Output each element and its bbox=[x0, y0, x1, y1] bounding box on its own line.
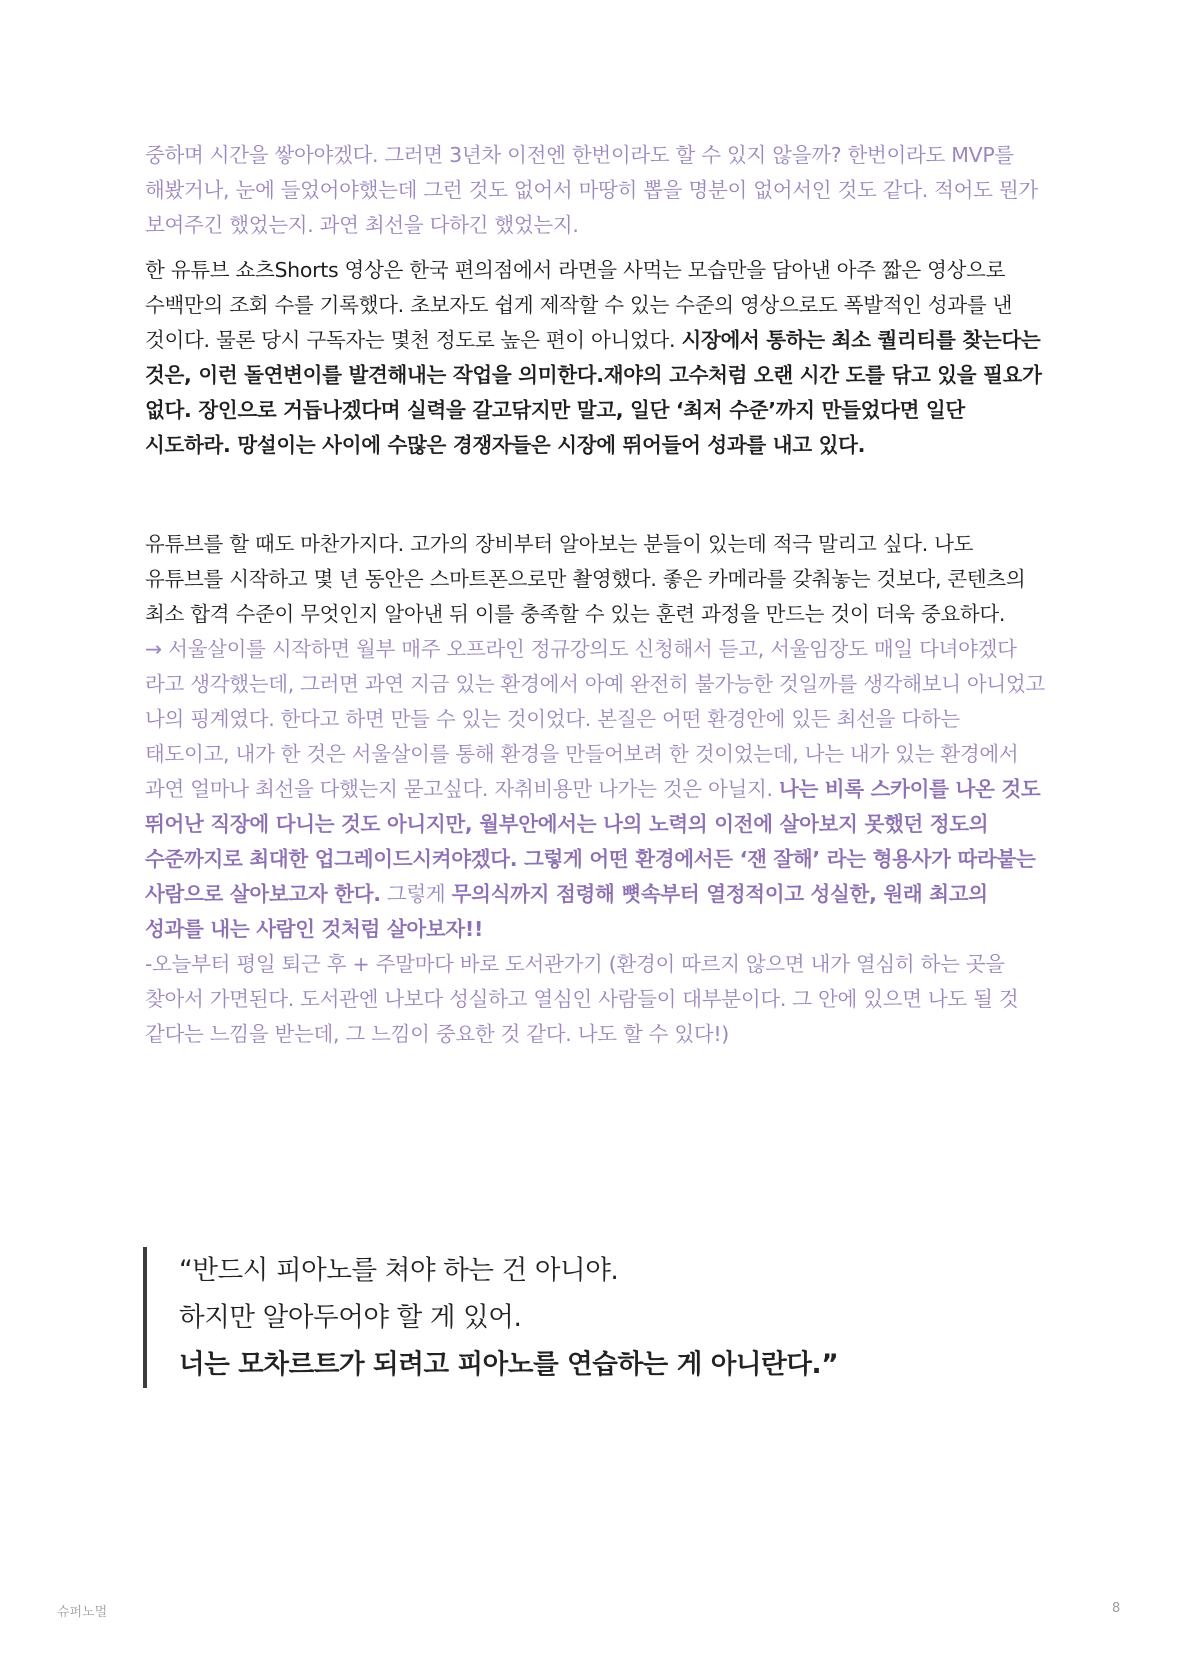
footer-brand: 슈퍼노멀 bbox=[57, 1605, 108, 1620]
reflection-text-2c: -오늘부터 평일 퇴근 후 + 주말마다 바로 도서관가기 (환경이 따르지 않으면 내가 열심히 하는 곳을 찾아서 가면된다. 도서관엔 나보다 성실하고 열심인 사람들이 대부분이다. 그 안에 있으면 나도 될 것 같다는 느낌을 받는데, 그 느낌이 중요한 것 같다. 나도 할 수 있다!) bbox=[145, 952, 1019, 1046]
quote-line-2: 하지만 알아두어야 할 게 있어. bbox=[179, 1302, 522, 1333]
reflection-paragraph-2 bbox=[145, 632, 1045, 1052]
reflection-text-2b: 그렇게 bbox=[380, 882, 452, 906]
reflection-paragraph-1 bbox=[145, 138, 1045, 243]
quote-line-3: 너는 모차르트가 되려고 피아노를 연습하는 게 아니란다.” bbox=[179, 1349, 839, 1380]
reflection-emphasis-1: 나는 비록 스카이를 나온 것도 뛰어난 직장에 다니는 것도 아니지만, 월부안에서는 나의 노력의 이전에 살아보지 못했던 정도의 수준까지로 최대한 업그레이드시켜야겠다. 그렇게 어떤 환경에서든 ‘잰 잘해’ 라는 형용사가 따라붙는 사람으로 살아보고자 한다. bbox=[145, 777, 1041, 906]
page-number: 8 bbox=[1112, 1601, 1121, 1616]
reflection-text-1: 중하며 시간을 쌓아야겠다. 그러면 3년차 이전엔 한번이라도 할 수 있지 않을까? 한번이라도 MVP를 해봤거나, 눈에 들었어야했는데 그런 것도 없어서 마땅히 뽑을 명분이 없어서인 것도 같다. 적어도 뭔가 보여주긴 했었는지. 과연 최선을 다하긴 했었는지. bbox=[145, 143, 1038, 237]
body-paragraph-shorts bbox=[145, 253, 1045, 463]
page-content bbox=[145, 138, 1045, 1052]
quote-line-1: “반드시 피아노를 쳐야 하는 건 아니야. bbox=[179, 1255, 619, 1286]
youtube-text: 유튜브를 할 때도 마찬가지다. 고가의 장비부터 알아보는 분들이 있는데 적극 말리고 싶다. 나도 유튜브를 시작하고 몇 년 동안은 스마트폰으로만 촬영했다. 좋은 카메라를 갖춰놓는 것보다, 콘텐츠의 최소 합격 수준이 무엇인지 알아낸 뒤 이를 충족할 수 있는 훈련 과정을 만드는 것이 더욱 중요하다. bbox=[145, 532, 1026, 626]
body-paragraph-youtube bbox=[145, 527, 1045, 632]
shorts-emphasis: 시장에서 통하는 최소 퀄리티를 찾는다는 것은, 이런 돌연변이를 발견해내는 작업을 의미한다.재야의 고수처럼 오랜 시간 도를 닦고 있을 필요가 없다. 장인으로 거듭나겠다며 실력을 갈고닦지만 말고, 일단 ‘최저 수준’까지 만들었다면 일단 시도하라. 망설이는 사이에 수많은 경쟁자들은 시장에 뛰어들어 성과를 내고 있다. bbox=[145, 328, 1042, 457]
reflection-emphasis-2: 무의식까지 점령해 뼛속부터 열정적이고 성실한, 원래 최고의 성과를 내는 사람인 것처럼 살아보자!! bbox=[145, 882, 988, 941]
shorts-text: 한 유튜브 쇼츠Shorts 영상은 한국 편의점에서 라면을 사먹는 모습만을 담아낸 아주 짧은 영상으로 수백만의 조회 수를 기록했다. 초보자도 쉽게 제작할 수 있는 수준의 영상으로도 폭발적인 성과를 낸 것이다. 물론 당시 구독자는 몇천 정도로 높은 편이 아니었다. bbox=[145, 258, 1013, 352]
reflection-text-2a: → 서울살이를 시작하면 월부 매주 오프라인 정규강의도 신청해서 듣고, 서울임장도 매일 다녀야겠다 라고 생각했는데, 그러면 과연 지금 있는 환경에서 아예 완전히 불가능한 것일까를 생각해보니 아니었고 나의 핑계였다. 한다고 하면 만들 수 있는 것이었다. 본질은 어떤 환경안에 있든 최선을 다하는 태도이고, 내가 한 것은 서울살이를 통해 환경을 만들어보려 한 것이었는데, 나는 내가 있는 환경에서 과연 얼마나 최선을 다했는지 묻고싶다. 자취비용만 나가는 것은 아닐지. bbox=[145, 637, 1045, 801]
quote-block bbox=[143, 1247, 1059, 1388]
